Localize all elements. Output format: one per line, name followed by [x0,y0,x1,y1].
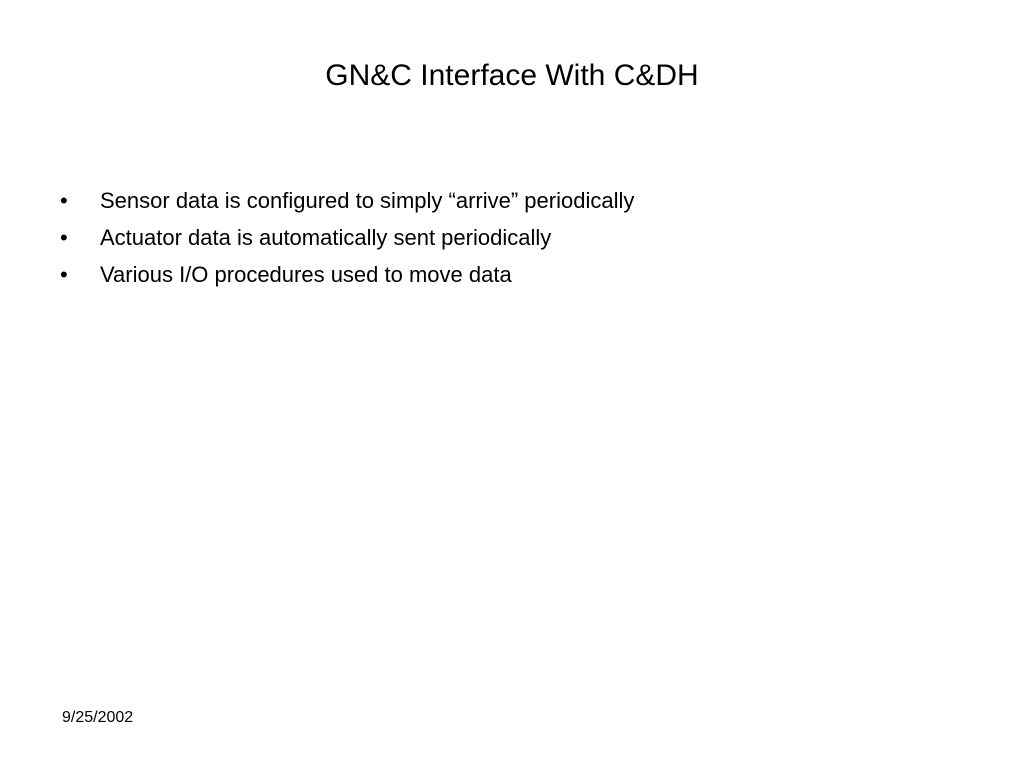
footer-date: 9/25/2002 [62,709,134,726]
bullet-item-3 [58,256,958,293]
bullet-icon: • [60,188,68,213]
bullet-icon: • [60,225,68,250]
bullet-item-1 [58,182,958,219]
bullet-text: Sensor data is configured to simply “arrive” periodically [100,188,635,213]
bullet-text: Actuator data is automatically sent periodically [100,225,552,250]
bullet-icon: • [60,262,68,287]
bullet-item-2 [58,219,958,256]
bullet-text: Various I/O procedures used to move data [100,262,512,287]
slide-title: GN&C Interface With C&DH [325,59,699,92]
bullet-list [58,182,958,293]
